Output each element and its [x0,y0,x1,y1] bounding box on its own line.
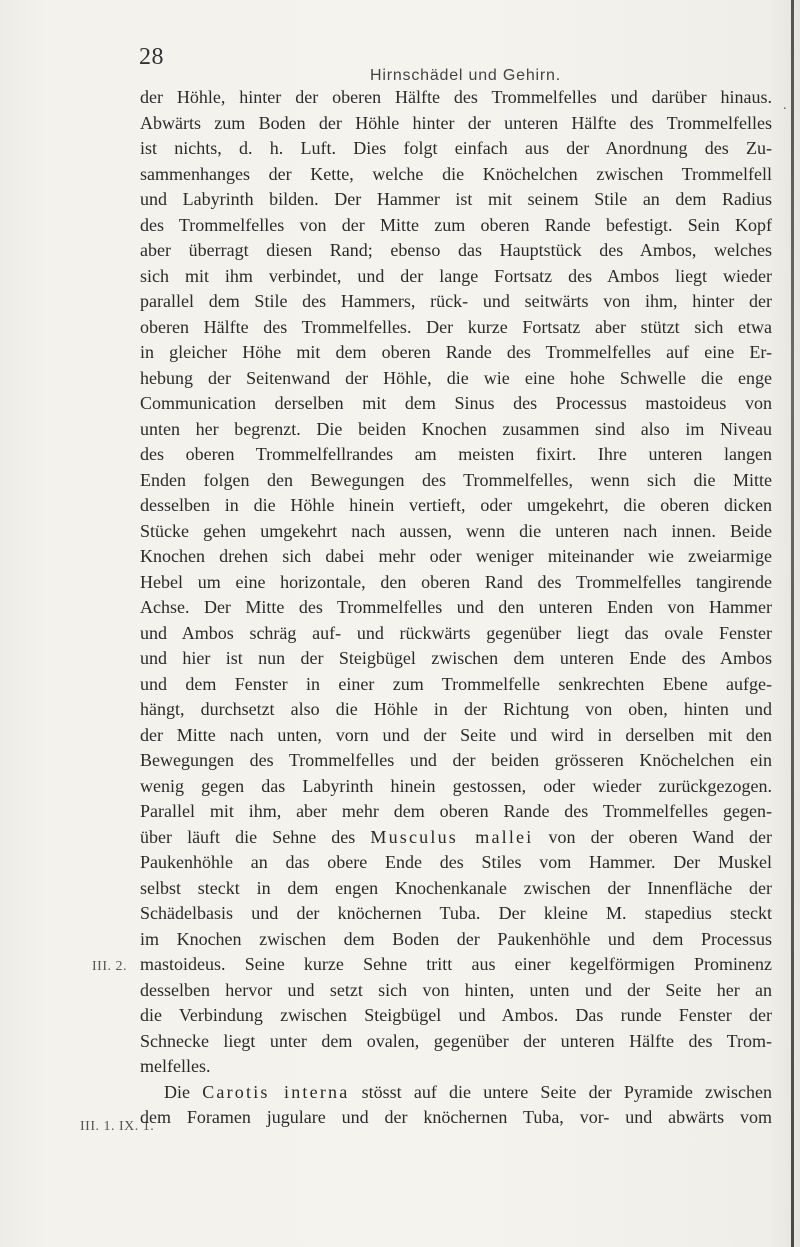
text-line: wenig gegen das Labyrinth hinein gestossen, oder wieder zurückgezogen. [140,775,772,796]
text-line: des oberen Trommelfellrandes am meisten fixirt. Ihre unteren langen [140,444,772,464]
text-line: Knochen drehen sich dabei mehr oder weniger miteinander wie zweiarmige [140,546,772,566]
text-line: Stücke gehen umgekehrt nach aussen, wenn die unteren nach innen. Beide [140,520,772,541]
text-line: parallel dem Stile des Hammers, rück- und seitwärts von ihm, hinter der [140,291,772,311]
text-line: mastoideus. Seine kurze Sehne tritt aus einer kegelförmigen Prominenz [140,954,772,974]
text-line: selbst steckt in dem engen Knochenkanale zwischen der Innenfläche der [140,877,772,898]
text-line: oberen Hälfte des Trommelfelles. Der kurze Fortsatz aber stützt sich etwa [140,316,772,337]
text-line: Hebel um eine horizontale, den oberen Rand des Trommelfelles tangirende [140,571,772,592]
text-line: in gleicher Höhe mit dem oberen Rande des Trommelfelles auf eine Er- [140,342,772,362]
text-line: und dem Fenster in einer zum Trommelfelle senkrechten Ebene aufge- [140,673,772,694]
text-line: sich mit ihm verbindet, und der lange Fortsatz des Ambos liegt wieder [140,265,772,286]
text-line: desselben in die Höhle hinein vertieft, oder umgekehrt, die oberen dicken [140,495,772,515]
text-line: des Trommelfelles von der Mitte zum oberen Rande befestigt. Sein Kopf [140,214,772,235]
text-line: sammenhanges der Kette, welche die Knöchelchen zwischen Trommelfell [140,163,772,184]
text-line: der Höhle, hinter der oberen Hälfte des Trommelfelles und darüber hinaus. [140,87,772,107]
text-line: Achse. Der Mitte des Trommelfelles und den unteren Enden von Hammer [140,597,772,617]
text-line: ist nichts, d. h. Luft. Dies folgt einfach aus der Anordnung des Zu- [140,138,772,158]
text-line: Bewegungen des Trommelfelles und der beiden grösseren Knöchelchen ein [140,750,772,770]
text-line: Enden folgen den Bewegungen des Trommelfelles, wenn sich die Mitte [140,469,772,490]
text-line: aber überragt diesen Rand; ebenso das Hauptstück des Ambos, welches [140,240,772,260]
text-segment: Die [164,1081,190,1102]
text-line: dem Foramen jugulare und der knöchernen Tuba, vor- und abwärts vom [140,1107,772,1127]
page-edge-shadow [791,0,794,1247]
emphasized-term: Carotis interna [202,1081,350,1102]
text-line: melfelles. [140,1056,211,1076]
text-line: Parallel mit ihm, aber mehr dem oberen Rande des Trommelfelles gegen- [140,801,772,821]
text-segment: stösst auf die untere Seite der Pyramide zwischen [361,1081,772,1102]
text-line [140,825,772,851]
margin-dot: . [783,98,787,113]
text-line: im Knochen zwischen dem Boden der Paukenhöhle und dem Processus [140,928,772,949]
text-line: Schnecke liegt unter dem ovalen, gegenüber der unteren Hälfte des Trom- [140,1030,772,1051]
text-segment: von der oberen Wand der [548,826,773,847]
text-line: Communication derselben mit dem Sinus des Processus mastoideus von [140,393,772,413]
text-line: hebung der Seitenwand der Höhle, die wie eine hohe Schwelle die enge [140,367,772,388]
body-text [140,85,772,1131]
text-line: Schädelbasis und der knöchernen Tuba. Der kleine M. stapedius steckt [140,903,772,923]
text-segment: über läuft die Sehne des [140,826,356,847]
margin-ref-1: III. 2. [92,959,127,974]
text-line: Paukenhöhle an das obere Ende des Stiles vom Hammer. Der Muskel [140,852,772,872]
emphasized-term: Musculus mallei [370,826,534,847]
running-head: Hirnschädel und Gehirn. [370,67,561,84]
margin-ref-2: III. 1. IX. 1. [80,1119,155,1134]
text-line: desselben hervor und setzt sich von hinten, unten und der Seite her an [140,979,772,1000]
text-line: der Mitte nach unten, vorn und der Seite und wird in derselben mit den [140,724,772,745]
text-line: hängt, durchsetzt also die Höhle in der Richtung von oben, hinten und [140,699,772,719]
text-line: und Labyrinth bilden. Der Hammer ist mit seinem Stile an dem Radius [140,189,772,209]
text-line: unten her begrenzt. Die beiden Knochen zusammen sind also im Niveau [140,418,772,439]
text-line [140,1080,772,1106]
text-line: und hier ist nun der Steigbügel zwischen dem unteren Ende des Ambos [140,648,772,668]
text-line: die Verbindung zwischen Steigbügel und Ambos. Das runde Fenster der [140,1005,772,1025]
text-line: Abwärts zum Boden der Höhle hinter der unteren Hälfte des Trommelfelles [140,112,772,133]
text-line: und Ambos schräg auf- und rückwärts gegenüber liegt das ovale Fenster [140,622,772,643]
page-number: 28 [139,44,164,70]
